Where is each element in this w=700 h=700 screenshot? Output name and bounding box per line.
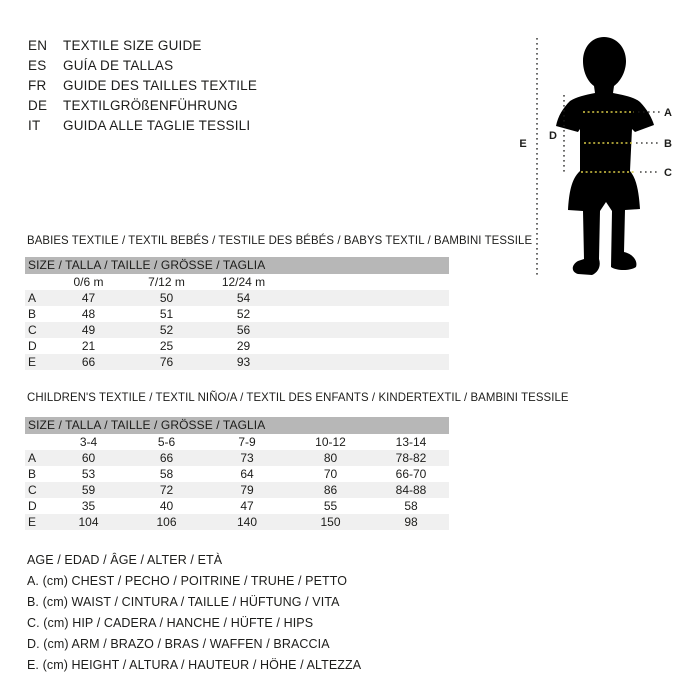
cell: 29 [236,339,251,353]
cell: 86 [323,483,338,497]
legend-item-arm: D. (cm) ARM / BRAZO / BRAS / WAFFEN / BRACCIA [27,637,330,651]
column-header [25,434,49,450]
table-row [25,290,449,306]
cell: 98 [404,515,418,529]
table-row [25,498,449,514]
row-label: A [28,451,37,465]
row-label: D [28,499,37,513]
language-code: EN [28,38,48,53]
measure-label-e: E [519,138,527,150]
size-header-bar: SIZE / TALLA / TAILLE / GRÖSSE / TAGLIA [25,257,449,274]
list-item [28,96,257,116]
column-header: 0/6 m [73,275,104,289]
measure-label-a: A [664,107,672,119]
cell: 66-70 [395,467,427,481]
legend-item-chest: A. (cm) CHEST / PECHO / POITRINE / TRUHE / PETTO [27,574,348,588]
column-header: 7-9 [238,435,256,449]
language-title: TEXTILGRÖßENFÜHRUNG [63,98,238,113]
cell: 47 [240,499,254,513]
list-item [28,116,257,136]
row-label: D [28,339,37,353]
column-header-row [25,434,449,450]
table-row [25,338,449,354]
table-row [25,450,449,466]
column-header: 7/12 m [148,275,185,289]
cell: 64 [240,467,254,481]
cell: 40 [159,499,174,513]
cell: 53 [81,467,96,481]
table-row [25,322,449,338]
cell: 150 [320,515,341,529]
size-header-bar: SIZE / TALLA / TAILLE / GRÖSSE / TAGLIA [25,417,449,434]
cell: 56 [236,323,251,337]
table-row [25,306,449,322]
language-code: FR [28,78,47,93]
table-row [25,482,449,498]
language-title-list [28,36,257,136]
cell: 52 [159,323,174,337]
cell: 50 [159,291,174,305]
language-code: DE [28,98,48,113]
cell: 52 [236,307,251,321]
legend-item-hip: C. (cm) HIP / CADERA / HANCHE / HÜFTE / HIPS [27,616,314,630]
language-title: TEXTILE SIZE GUIDE [63,38,202,53]
column-header: 13-14 [395,435,427,449]
language-title: GUIDE DES TAILLES TEXTILE [63,78,258,93]
cell: 58 [159,467,174,481]
language-title: GUIDA ALLE TAGLIE TESSILI [63,118,251,133]
cell: 51 [159,307,174,321]
measure-label-b: B [664,138,672,150]
cell: 49 [81,323,96,337]
measurement-legend [27,550,361,676]
measure-label-d: D [549,130,557,142]
cell: 78-82 [395,451,427,465]
legend-age-line: AGE / EDAD / ÂGE / ALTER / ETÀ [27,553,223,567]
cell: 21 [81,339,96,353]
cell: 58 [404,499,418,513]
cell: 84-88 [395,483,427,497]
row-label: C [28,323,37,337]
language-title: GUÍA DE TALLAS [63,58,174,73]
cell: 79 [240,483,254,497]
list-item [28,56,257,76]
cell: 80 [323,451,338,465]
children-size-table [25,417,449,530]
column-header [25,274,49,290]
row-label: B [28,307,37,321]
legend-item-waist: B. (cm) WAIST / CINTURA / TAILLE / HÜFTUNG / VITA [27,595,340,609]
cell: 140 [236,515,258,529]
cell: 106 [156,515,177,529]
cell: 93 [236,355,251,369]
cell: 55 [323,499,338,513]
row-label: A [28,291,37,305]
list-item [28,76,257,96]
cell: 66 [81,355,96,369]
row-label: B [28,467,37,481]
language-code: ES [28,58,47,73]
child-silhouette-figure [500,20,700,290]
column-header: 5-6 [157,435,176,449]
table-row [25,354,449,370]
column-header: 12/24 m [221,275,266,289]
legend-item-height: E. (cm) HEIGHT / ALTURA / HAUTEUR / HÖHE / ALTEZZA [27,658,362,672]
cell: 73 [240,451,254,465]
babies-section-title: BABIES TEXTILE / TEXTIL BEBÉS / TESTILE DES BÉBÉS / BABYS TEXTIL / BAMBINI TESSILE [27,233,533,247]
column-header-row [25,274,449,290]
table-row [25,466,449,482]
cell: 54 [236,291,251,305]
cell: 59 [81,483,96,497]
table-row [25,514,449,530]
cell: 66 [159,451,174,465]
cell: 60 [81,451,96,465]
column-header: 3-4 [79,435,98,449]
cell: 72 [159,483,174,497]
cell: 47 [81,291,96,305]
cell: 76 [159,355,174,369]
children-section-title: CHILDREN'S TEXTILE / TEXTIL NIÑO/A / TEXTIL DES ENFANTS / KINDERTEXTIL / BAMBINI TESSILE [27,390,569,404]
cell: 25 [159,339,174,353]
cell: 70 [323,467,338,481]
column-header: 10-12 [315,435,346,449]
row-label: E [28,355,37,369]
row-label: E [28,515,37,529]
row-label: C [28,483,37,497]
language-code: IT [28,118,41,133]
cell: 35 [81,499,96,513]
measure-label-c: C [664,167,672,179]
cell: 48 [81,307,96,321]
babies-size-table [25,257,449,370]
cell: 104 [78,515,99,529]
child-silhouette [556,37,654,275]
list-item [28,36,257,56]
